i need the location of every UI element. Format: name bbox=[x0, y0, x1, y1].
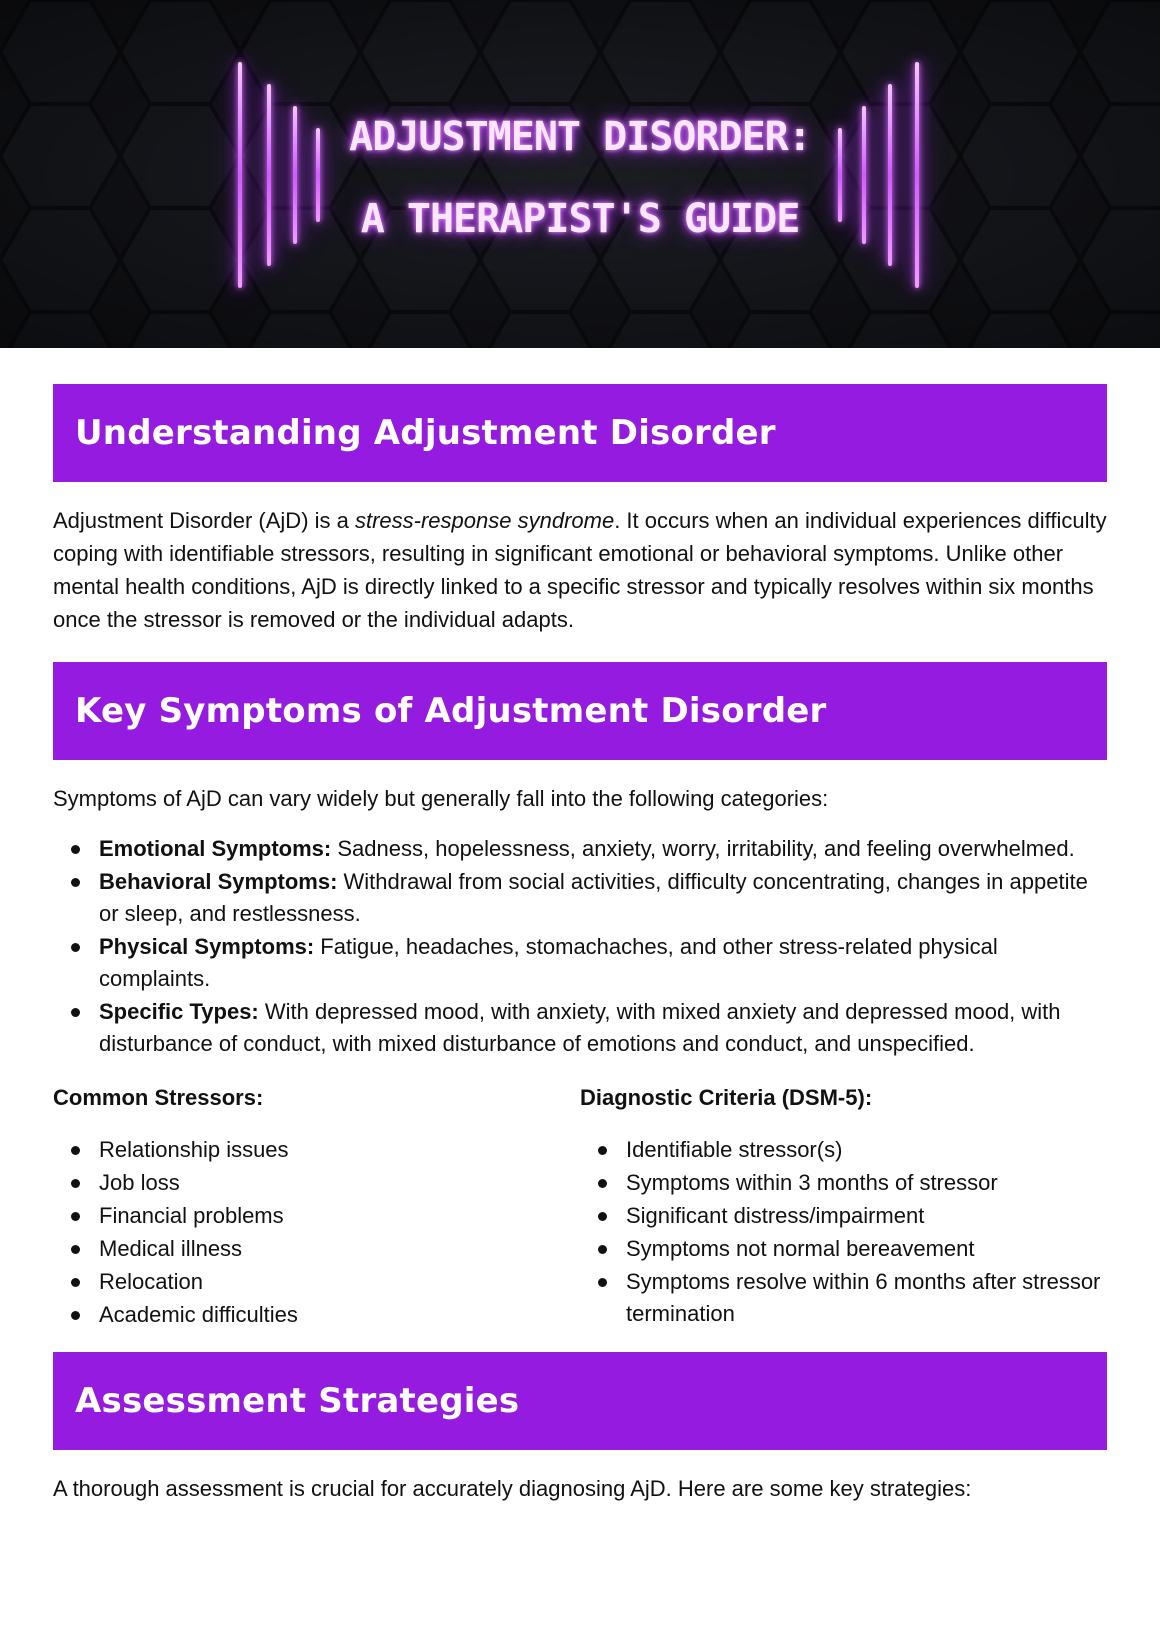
list-item: Significant distress/impairment bbox=[580, 1200, 1107, 1232]
list-item bbox=[53, 996, 1107, 1060]
list-item: Identifiable stressor(s) bbox=[580, 1134, 1107, 1166]
symptoms-list bbox=[53, 833, 1107, 1060]
symptoms-intro: Symptoms of AjD can vary widely but generally fall into the following categories: bbox=[53, 786, 829, 811]
list-item: Medical illness bbox=[53, 1233, 580, 1265]
neon-bar-right-3 bbox=[888, 84, 892, 266]
stressors-title: Common Stressors: bbox=[53, 1085, 264, 1110]
list-item-text: Sadness, hopelessness, anxiety, worry, irritability, and feeling overwhelmed. bbox=[331, 836, 1075, 861]
neon-bar-right-2 bbox=[862, 106, 866, 244]
list-item bbox=[53, 833, 1107, 865]
main-content bbox=[0, 384, 1160, 1505]
list-item-term: Behavioral Symptoms: bbox=[99, 869, 338, 894]
criteria-title: Diagnostic Criteria (DSM-5): bbox=[580, 1085, 873, 1110]
list-item: Financial problems bbox=[53, 1200, 580, 1232]
section-heading-understanding: Understanding Adjustment Disorder bbox=[53, 384, 1107, 482]
list-item: Academic difficulties bbox=[53, 1299, 580, 1331]
list-item: Relocation bbox=[53, 1266, 580, 1298]
list-item: Relationship issues bbox=[53, 1134, 580, 1166]
neon-bar-right-1 bbox=[838, 128, 842, 222]
list-item-term: Physical Symptoms: bbox=[99, 934, 315, 959]
section-heading-assessment: Assessment Strategies bbox=[53, 1352, 1107, 1450]
list-item: Symptoms resolve within 6 months after stressor termination bbox=[580, 1266, 1107, 1330]
assessment-intro: A thorough assessment is crucial for accurately diagnosing AjD. Here are some key strategies: bbox=[53, 1476, 972, 1501]
page-title bbox=[340, 96, 820, 260]
list-item-text: Withdrawal from social activities, difficulty concentrating, changes in appetite or sleep, and restlessness. bbox=[99, 869, 1088, 926]
title-line-1: ADJUSTMENT DISORDER: bbox=[349, 114, 811, 160]
list-item: Symptoms not normal bereavement bbox=[580, 1233, 1107, 1265]
list-item-term: Emotional Symptoms: bbox=[99, 836, 332, 861]
list-item-term: Specific Types: bbox=[99, 999, 259, 1024]
neon-bar-left-3 bbox=[293, 106, 297, 244]
hero-banner bbox=[0, 0, 1160, 348]
two-column-lists bbox=[53, 1082, 1107, 1332]
list-item bbox=[53, 866, 1107, 930]
stressors-list bbox=[53, 1134, 580, 1331]
list-item-text: With depressed mood, with anxiety, with mixed anxiety and depressed mood, with disturbance of conduct, with mixed disturbance of emotions and conduct, and unspecified. bbox=[99, 999, 1061, 1056]
understanding-emphasis: stress-response syndrome bbox=[354, 508, 615, 533]
neon-bar-left-1 bbox=[238, 62, 242, 288]
list-item: Symptoms within 3 months of stressor bbox=[580, 1167, 1107, 1199]
understanding-text-end: . It occurs when an individual experiences difficulty coping with identifiable stressors, resulting in significant emotional or behavioral symptoms. Unlike other mental health conditions, AjD is directly linked to a specific stressor and typically resolves within six months once the stressor is removed or the individual adapts. bbox=[53, 508, 1107, 632]
list-item bbox=[53, 931, 1107, 995]
criteria-column bbox=[580, 1082, 1107, 1332]
neon-bar-left-2 bbox=[267, 84, 271, 266]
list-item-text: Fatigue, headaches, stomachaches, and other stress-related physical complaints. bbox=[99, 934, 998, 991]
list-item: Job loss bbox=[53, 1167, 580, 1199]
stressors-column bbox=[53, 1082, 580, 1332]
criteria-list bbox=[580, 1134, 1107, 1330]
section-heading-symptoms: Key Symptoms of Adjustment Disorder bbox=[53, 662, 1107, 760]
title-line-2: A THERAPIST'S GUIDE bbox=[360, 196, 800, 242]
understanding-paragraph bbox=[53, 504, 1107, 636]
neon-bar-right-4 bbox=[915, 62, 919, 288]
neon-bar-left-4 bbox=[316, 128, 320, 222]
understanding-text-start: Adjustment Disorder (AjD) is a bbox=[53, 508, 355, 533]
